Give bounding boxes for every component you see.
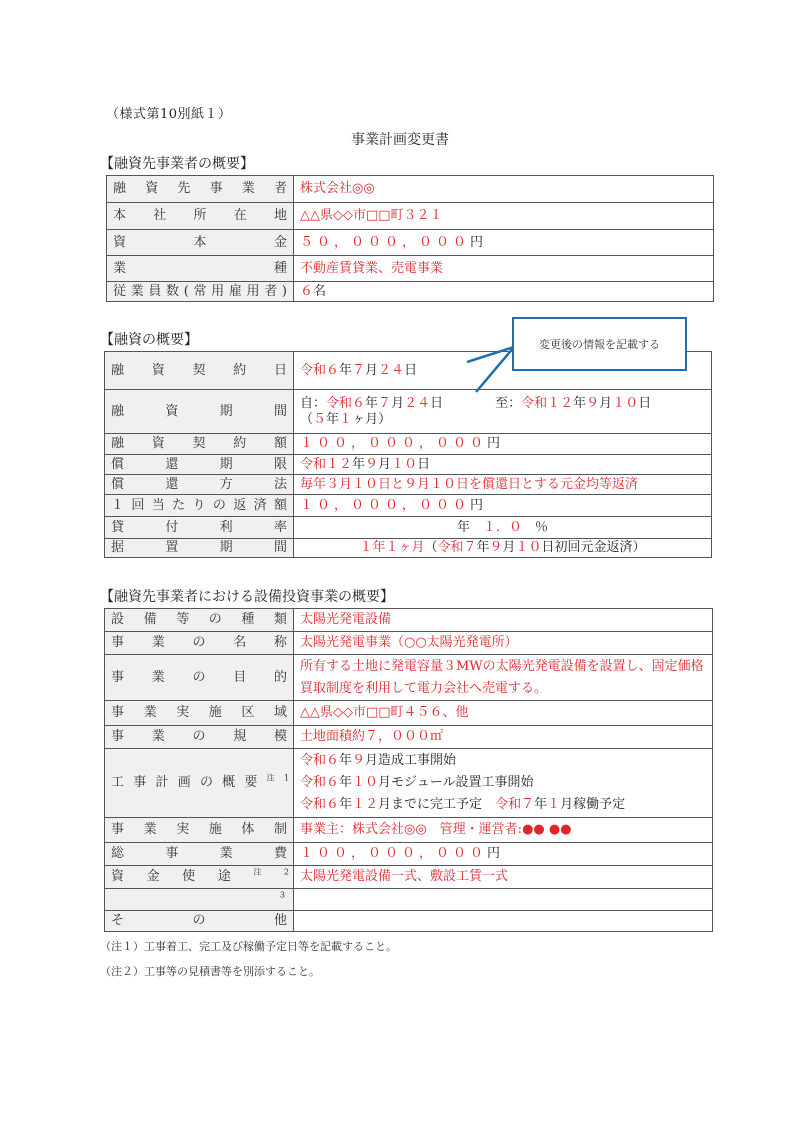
table-row (105, 866, 713, 889)
table-row (105, 455, 712, 475)
label-text: 工事計画の概要 (111, 775, 267, 791)
value-segment: 月 (502, 540, 516, 556)
table-row (105, 632, 713, 655)
value-segment: １２ (352, 797, 379, 813)
value-cell[interactable] (294, 655, 713, 701)
value-cell[interactable] (294, 176, 714, 203)
table-row (105, 843, 713, 866)
value-segment: ６ (300, 283, 314, 299)
value-segment: 年 (534, 797, 548, 813)
value-segment: （ (300, 411, 314, 427)
value-segment: 至： (443, 395, 522, 411)
value-segment: 太陽光発電設備一式、敷設工賃一式 (300, 869, 509, 885)
value-segment: 年 (456, 519, 483, 535)
table-row (105, 726, 713, 749)
value-cell[interactable] (294, 517, 712, 539)
value-segment: 月稼働予定 (560, 797, 626, 813)
value-segment: 年 (476, 540, 490, 556)
value-segment: 令和６ (326, 395, 366, 411)
value-segment: ２４ (378, 362, 405, 378)
footnote-marker: 注2 (253, 867, 289, 877)
label-cell: 貸付利率 (105, 517, 294, 539)
table-row (105, 818, 713, 843)
value-segment: ７ (352, 362, 366, 378)
value-segment: 日初回元金返済） (541, 540, 646, 556)
value-segment: 太陽光発電事業（○○太陽光発電所） (300, 635, 518, 651)
value-segment: ５０，０００，０００ (300, 234, 471, 250)
value-cell[interactable] (294, 609, 713, 632)
table-row (105, 911, 713, 932)
form-number: （様式第10別紙１） (106, 107, 232, 122)
value-cell[interactable] (294, 911, 713, 932)
table-row (107, 230, 714, 256)
table-row (105, 390, 712, 434)
value-segment: １０ (391, 456, 418, 472)
loan-period-line2 (300, 412, 705, 428)
value-segment: １ (547, 797, 561, 813)
value-cell[interactable] (294, 889, 713, 911)
construction-line (300, 750, 706, 772)
value-segment: 円 (487, 436, 505, 452)
value-segment: 太陽光発電設備 (300, 612, 392, 628)
label-cell: 事業実施体制 (105, 818, 294, 843)
value-cell[interactable] (294, 455, 712, 475)
value-cell[interactable] (294, 866, 713, 889)
table-row (105, 889, 713, 911)
value-segment: ９ (489, 540, 503, 556)
value-segment: 年 (339, 797, 353, 813)
loan-period-line1 (300, 396, 705, 412)
value-cell[interactable] (294, 539, 712, 558)
section-heading-borrower: 【融資先事業者の概要】 (100, 156, 254, 172)
value-segment: 年 (365, 395, 379, 411)
investment-overview-table (104, 608, 713, 932)
value-segment: 年 (339, 774, 353, 790)
value-cell[interactable] (294, 434, 712, 455)
section-heading-investment: 【融資先事業者における設備投資事業の概要】 (100, 589, 394, 605)
label-cell: 従業員数(常用雇用者) (107, 282, 294, 302)
value-segment: 毎年３月１０日と９月１０日を償還日とする元金均等返済 (300, 476, 639, 492)
value-cell[interactable] (294, 701, 713, 726)
label-cell (105, 749, 294, 818)
value-segment: １０ (612, 395, 639, 411)
label-cell: 業種 (107, 256, 294, 282)
label-cell (105, 889, 294, 911)
value-segment: △△県◇◇市□□町３２１ (300, 208, 443, 224)
footnote-1: （注１）工事着工、完工及び稼働予定日等を記載すること。 (100, 940, 397, 953)
value-segment: 月造成工事開始 (365, 752, 457, 768)
value-segment: 月 (365, 362, 379, 378)
label-cell: 事業の目的 (105, 655, 294, 701)
value-segment: 名 (313, 283, 327, 299)
value-segment: 自： (300, 395, 327, 411)
value-segment: 日 (638, 395, 652, 411)
value-segment: 円 (470, 497, 488, 513)
label-cell: １回当たりの返済額 (105, 495, 294, 517)
table-row (105, 434, 712, 455)
value-segment: ９ (365, 456, 379, 472)
value-segment: 令和１２ (521, 395, 574, 411)
table-row (107, 203, 714, 230)
value-segment: 年 (339, 362, 353, 378)
value-segment: １ (339, 411, 353, 427)
value-segment: 日 (430, 395, 444, 411)
value-cell[interactable] (294, 475, 712, 495)
value-segment: 年 (326, 411, 340, 427)
label-cell: 資本金 (107, 230, 294, 256)
label-cell: 償還方法 (105, 475, 294, 495)
value-cell[interactable] (294, 495, 712, 517)
value-segment: １００，０００，０００ (300, 436, 488, 452)
value-segment: （ (424, 540, 438, 556)
label-text: 資金使途 (111, 869, 254, 885)
value-segment: 日 (417, 456, 431, 472)
value-segment: 年 (573, 395, 587, 411)
value-segment: １０ (515, 540, 542, 556)
value-segment: 月 (599, 395, 613, 411)
callout-text: 変更後の情報を記載する (539, 338, 660, 351)
label-cell: その他 (105, 911, 294, 932)
value-segment: ９ (352, 752, 366, 768)
value-segment: ヶ月） (352, 411, 392, 427)
table-row (105, 475, 712, 495)
construction-line (300, 772, 706, 794)
label-cell: 事業の規模 (105, 726, 294, 749)
table-row (105, 609, 713, 632)
table-row (105, 655, 713, 701)
table-row (105, 517, 712, 539)
label-cell (105, 866, 294, 889)
value-cell[interactable] (294, 390, 712, 434)
value-segment: 令和６ (300, 752, 340, 768)
value-segment: 令和７ (482, 797, 535, 813)
table-row (107, 282, 714, 302)
borrower-overview-table (106, 175, 714, 302)
value-segment: 月 (391, 395, 405, 411)
value-segment: 月 (378, 456, 392, 472)
value-segment: １０，０００，０００ (300, 497, 471, 513)
value-cell[interactable] (294, 726, 713, 749)
table-row (105, 701, 713, 726)
label-cell: 事業実施区域 (105, 701, 294, 726)
value-segment: 所有する土地に発電容量３MWの太陽光発電設備を設置し、固定価格買取制度を利用して電力会社へ売電する。 (300, 659, 704, 696)
label-cell: 事業の名称 (105, 632, 294, 655)
table-row (105, 539, 712, 558)
label-cell: 融資先事業者 (107, 176, 294, 203)
label-cell: 据置期間 (105, 539, 294, 558)
callout-box (512, 317, 687, 371)
value-segment: 令和６ (300, 362, 340, 378)
value-segment: 令和６ (300, 774, 340, 790)
value-segment: 月までに完工予定 (378, 797, 483, 813)
footnote-2: （注２）工事等の見積書等を別添すること。 (100, 965, 320, 978)
value-segment: １００，０００，０００ (300, 846, 488, 862)
value-cell[interactable] (294, 282, 714, 302)
label-cell: 融資契約日 (105, 352, 294, 390)
value-segment: 円 (470, 234, 488, 250)
value-segment: 株式会社◎◎ (300, 181, 375, 197)
table-row (107, 176, 714, 203)
value-segment: 日 (404, 362, 418, 378)
value-segment: 令和６ (300, 797, 340, 813)
value-cell[interactable] (294, 203, 714, 230)
value-segment: ２４ (404, 395, 431, 411)
value-segment: △△県◇◇市□□町４５６、他 (300, 705, 469, 721)
value-cell[interactable] (294, 843, 713, 866)
value-segment: 月モジュール設置工事開始 (378, 774, 534, 790)
value-cell[interactable] (294, 818, 713, 843)
label-cell: 融資契約額 (105, 434, 294, 455)
value-segment: １０ (352, 774, 379, 790)
label-cell: 融資期間 (105, 390, 294, 434)
value-segment: 土地面積約７，０００㎡ (300, 729, 444, 745)
value-segment: 円 (487, 846, 505, 862)
label-cell: 本社所在地 (107, 203, 294, 230)
value-segment: 不動産賃貸業、売電事業 (300, 260, 444, 276)
value-segment: ％ (522, 519, 549, 535)
value-segment: 年 (352, 456, 366, 472)
value-segment: ７ (378, 395, 392, 411)
footnote-marker: 3 (279, 890, 285, 900)
footnote-marker: 注1 (266, 773, 289, 783)
document-title: 事業計画変更書 (351, 132, 449, 148)
label-cell: 設備等の種類 (105, 609, 294, 632)
construction-line (300, 794, 706, 816)
loan-overview-table (104, 351, 712, 558)
value-segment: 令和１２ (300, 456, 353, 472)
table-row (107, 256, 714, 282)
value-cell[interactable] (294, 230, 714, 256)
label-cell: 総事業費 (105, 843, 294, 866)
value-segment: ９ (586, 395, 600, 411)
table-row (105, 749, 713, 818)
section-heading-loan: 【融資の概要】 (100, 332, 198, 348)
value-cell[interactable] (294, 749, 713, 818)
value-segment: 事業主：株式会社◎◎ 管理・運営者:●● ●● (300, 822, 572, 838)
value-segment: １．０ (482, 519, 522, 535)
value-segment: 年 (339, 752, 353, 768)
label-cell: 償還期限 (105, 455, 294, 475)
value-segment: 令和７ (437, 540, 477, 556)
value-cell[interactable] (294, 256, 714, 282)
table-row (105, 495, 712, 517)
value-segment: １年１ヶ月 (359, 540, 425, 556)
value-cell[interactable] (294, 632, 713, 655)
value-segment: ５ (313, 411, 327, 427)
